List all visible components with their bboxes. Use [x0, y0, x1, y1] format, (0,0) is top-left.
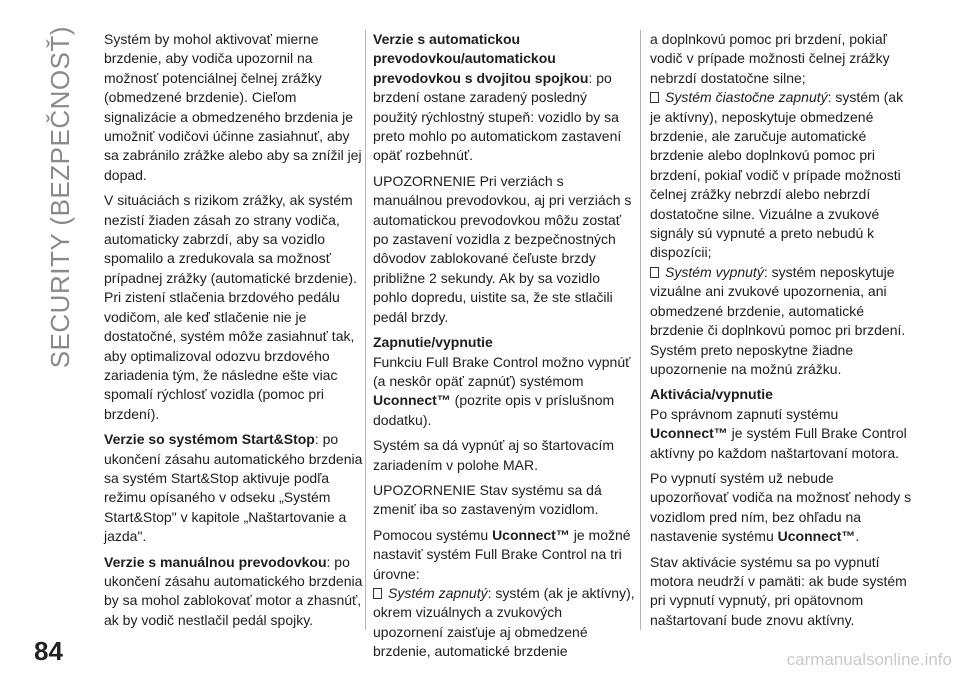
paragraph: Funkciu Full Brake Control možno vypnúť (a neskôr opäť zapnúť) systémom Uconnect™ (pozrite opis v príslušnom dodatku). — [373, 353, 631, 428]
bold-lead: Verzie so systémom Start&Stop — [104, 431, 315, 448]
paragraph: Systém sa dá vypnúť aj so štartovacím zariadením v polohe MAR. — [373, 437, 615, 473]
column-divider — [640, 30, 641, 630]
text-column-2 — [373, 30, 635, 662]
paragraph: Verzie s manuálnou prevodovkou: po ukončení zásahu automatického brzdenia by sa mohol zablokovať motor a zhasnúť, ak by vodič nestlačil pedál spojky. — [104, 553, 363, 628]
watermark: carmanualsonline.info — [786, 650, 952, 669]
section-title-text: SECURITY (BEZPEČNOSŤ) — [44, 26, 75, 369]
paragraph: Verzie s automatickou prevodovkou/automatickou prevodovkou s dvojitou spojkou: po brzdení ostane zaradený posledný použitý rýchlostný stupeň: vozidlo by sa preto mohlo po automatickom zastavení opäť rozbehnúť. — [373, 31, 622, 164]
bold-lead: Verzie s manuálnou prevodovkou — [104, 553, 327, 570]
section-heading: Aktivácia/vypnutie — [650, 386, 773, 403]
warning-paragraph: UPOZORNENIE Stav systému sa dá zmeniť iba so zastaveným vozidlom. — [373, 481, 602, 518]
bullet-icon — [650, 89, 665, 105]
bullet-icon — [373, 585, 388, 601]
paragraph: Verzie so systémom Start&Stop: po ukončení zásahu automatického brzdenia sa systém Start&Stop aktivuje podľa režimu opísaného v odseku „Systém Start&Stop" v kapitole „Naštartovanie a jazda". — [104, 431, 363, 545]
paragraph: Po správnom zapnutí systému Uconnect™ je systém Full Brake Control aktívny po každom naštartovaní motora. — [650, 405, 907, 461]
paragraph: Stav aktivácie systému sa po vypnutí motora neudrží v pamäti: ak bude systém pri vypnutí vypnutý, pri opätovnom naštartovaní bude znovu aktívny. — [650, 553, 907, 628]
section-heading: Zapnutie/vypnutie — [373, 334, 493, 351]
list-item: Systém vypnutý: systém neposkytuje vizuálne ani zvukové upozornenia, ani obmedzené brzdenie, automatické brzdenie či doplnkovú pomoc pri brzdení. Systém preto neposkytne žiadne upozornenie na možnú zrážku. — [650, 263, 906, 377]
paragraph: V situáciách s rizikom zrážky, ak systém nezistí žiaden zásah zo strany vodiča, automaticky zabrzdí, aby sa vozidlo spomalilo a zredukovala sa možnosť prípadnej zrážky (automatické brzdenie). Pri zistení stlačenia brzdového pedálu vodičom, ale keď stlačenie nie je dostatočné, systém môže zasiahnuť tak, aby optimalizoval odozvu brzdového zariadenia tým, že následne ešte viac spomalí rýchlosť vozidla (pomoc pri brzdení). — [104, 192, 357, 422]
section-side-title — [34, 26, 86, 369]
text-column-3 — [650, 30, 912, 636]
paragraph: Systém by mohol aktivovať mierne brzdenie, aby vodiča upozornil na možnosť potenciálnej čelnej zrážky (obmedzené brzdenie). Cieľom signalizácie a obmedzeného brzdenia je umožniť vodičovi účinne zasiahnuť, aby sa zabránilo zrážke alebo aby sa znížil jej dopad. — [104, 31, 362, 183]
warning-paragraph: UPOZORNENIE Pri verziách s manuálnou prevodovkou, aj pri verziách s automatickou prevodovkou môžu zostať po zastavení vozidla z bezpečnostných dôvodov zablokované čeľuste brzdy približne 2 sekundy. Ak by sa vozidlo pohlo dopredu, uistite sa, že ste stlačili pedál brzdy. — [373, 172, 632, 325]
list-item-continued: a doplnkovú pomoc pri brzdení, pokiaľ vodič v prípade možnosti čelnej zrážky nebrzdí dostatočne silne; — [650, 31, 890, 86]
bold-lead: Verzie s automatickou prevodovkou/automatickou prevodovkou s dvojitou spojkou — [373, 31, 589, 86]
page-number: 84 — [34, 636, 63, 666]
paragraph: Po vypnutí systém už nebude upozorňovať vodiča na možnosť nehody s vozidlom pred ním, bez ohľadu na nastavenie systému Uconnect™. — [650, 469, 912, 545]
list-item: Systém zapnutý: systém (ak je aktívny), okrem vizuálnych a zvukových upozornení zaisťuje aj obmedzené brzdenie, automatické brzdenie — [373, 584, 635, 660]
bullet-icon — [650, 264, 665, 280]
list-item: Systém čiastočne zapnutý: systém (ak je aktívny), neposkytuje obmedzené brzdenie, ale zaručuje automatické brzdenie alebo doplnkovú pomoc pri brzdení, pokiaľ vodič v prípade možnosti čelnej zrážky nebrzdí alebo nebrzdí dostatočne silne. Vizuálne a zvukové signály sú vypnuté a preto nebudú k dispozícii; — [650, 89, 904, 261]
paragraph: Pomocou systému Uconnect™ je možné nastaviť systém Full Brake Control na tri úrovne: — [373, 526, 631, 582]
text-column-1 — [104, 30, 366, 636]
